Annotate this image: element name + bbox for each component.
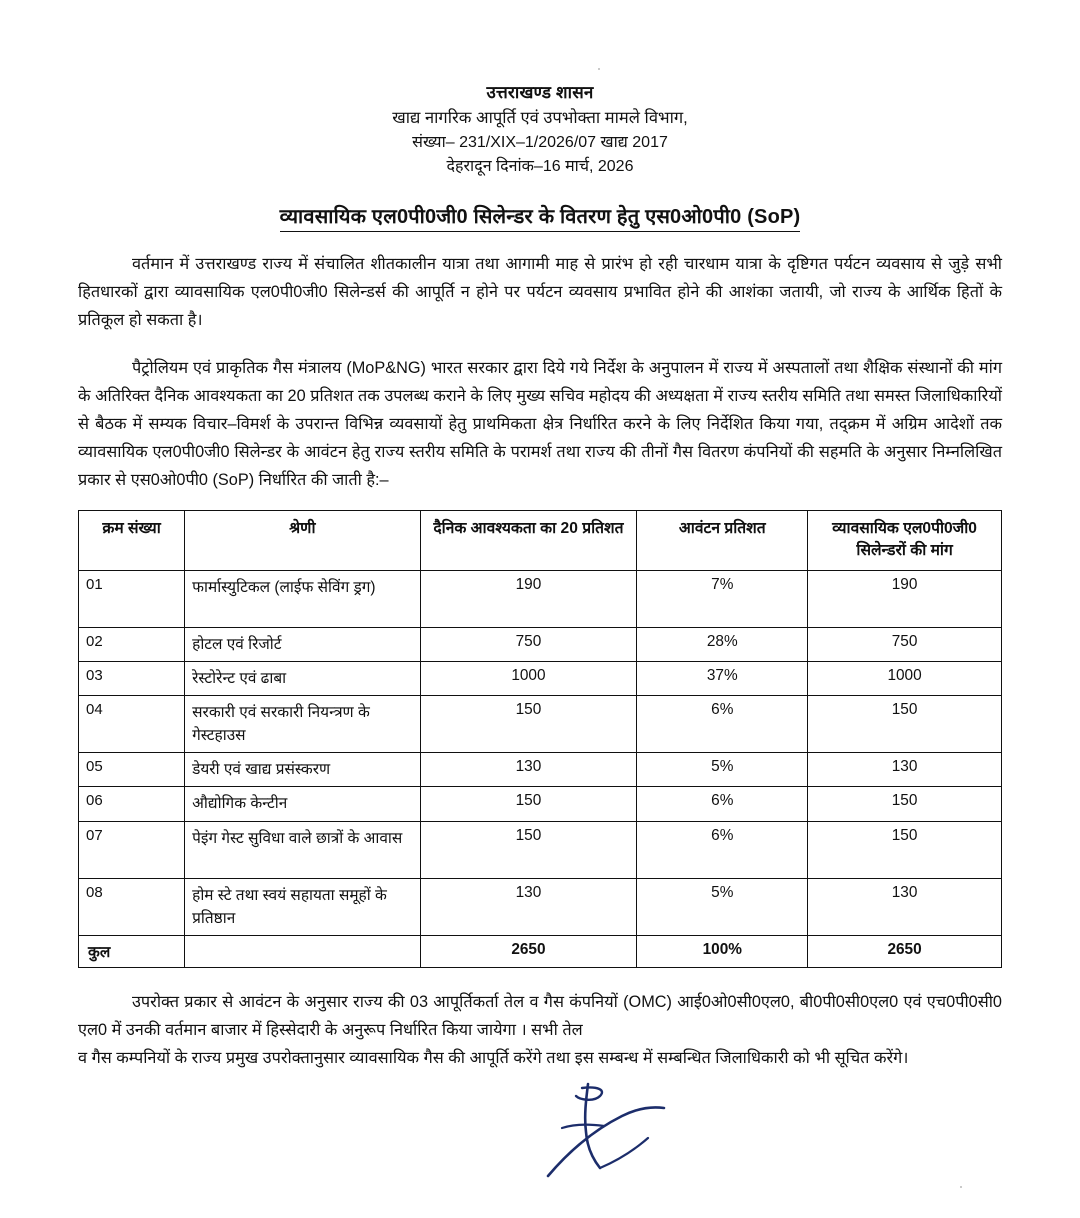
table-row [79,661,1002,695]
cell-demand: 190 [808,570,1002,627]
header-reference-number: संख्या– 231/XIX–1/2026/07 खाद्य 2017 [412,133,668,151]
cell-serial: 08 [79,878,185,935]
cell-demand: 1000 [808,661,1002,695]
cell-daily: 130 [420,753,637,787]
cell-daily: 150 [420,696,637,753]
cell-serial: 03 [79,661,185,695]
cell-category: पेइंग गेस्ट सुविधा वाले छात्रों के आवास [185,821,420,878]
cell-category: रेस्टोरेन्ट एवं ढाबा [185,661,420,695]
signature-stroke [540,1080,710,1190]
header-government-name: उत्तराखण्ड शासन [486,83,594,102]
cell-serial: 06 [79,787,185,821]
column-header-serial: क्रम संख्या [79,510,185,570]
cell-daily: 190 [420,570,637,627]
cell-category: फार्मास्युटिकल (लाईफ सेविंग ड्रग) [185,570,420,627]
table-total-row [79,935,1002,967]
cell-percent: 6% [637,696,808,753]
cell-total-percent: 100% [637,935,808,967]
cell-demand: 750 [808,627,1002,661]
cell-total-label: कुल [79,935,185,967]
cell-demand: 130 [808,878,1002,935]
cell-serial: 01 [79,570,185,627]
cell-percent: 7% [637,570,808,627]
cell-serial: 04 [79,696,185,753]
cell-serial: 05 [79,753,185,787]
column-header-cylinder-demand: व्यावसायिक एल0पी0जी0 सिलेन्डरों की मांग [808,510,1002,570]
paragraph-3: उपरोक्त प्रकार से आवंटन के अनुसार राज्य की 03 आपूर्तिकर्ता तेल व गैस कंपनियों (OMC) आई0ओ0सी0एल0, बी0पी0सी0एल0 एवं एच0पी0सी0 एल0 में उनकी वर्तमान बाजार में हिस्सेदारी के अनुरूप निर्धारित किया जायेगा । सभी तेल [78,992,1002,1039]
cell-percent: 6% [637,787,808,821]
cell-serial: 02 [79,627,185,661]
allocation-table [78,510,1002,968]
cell-category: डेयरी एवं खाद्य प्रसंस्करण [185,753,420,787]
cell-category: सरकारी एवं सरकारी नियन्त्रण के गेस्टहाउस [185,696,420,753]
title-container [78,202,1002,232]
column-header-allocation-percent: आवंटन प्रतिशत [637,510,808,570]
cell-demand: 130 [808,753,1002,787]
cell-daily: 130 [420,878,637,935]
signature [540,1080,710,1190]
paragraph-4: व गैस कम्पनियों के राज्य प्रमुख उपरोक्तानुसार व्यावसायिक गैस की आपूर्ति करेंगे तथा इस सम्बन्ध में सम्बन्धित जिलाधिकारी को भी सूचित करेंगे। [78,1048,909,1067]
table-row [79,570,1002,627]
cell-total-category [185,935,420,967]
paragraph-1: वर्तमान में उत्तराखण्ड राज्य में संचालित शीतकालीन यात्रा तथा आगामी माह से प्रारंभ हो रही चारधाम यात्रा के दृष्टिगत पर्यटन व्यवसाय से जुड़े सभी हितधारकों द्वारा व्यावसायिक एल0पी0जी0 सिलेन्डर्स की आपूर्ति न होने पर पर्यटन व्यवसाय प्रभावित होने की आशंका जतायी, जो राज्य के आर्थिक हितों के प्रतिकूल हो सकता है। [78,254,1002,329]
cell-percent: 28% [637,627,808,661]
table-row [79,696,1002,753]
cell-category: होटल एवं रिजोर्ट [185,627,420,661]
cell-total-demand: 2650 [808,935,1002,967]
cell-serial: 07 [79,821,185,878]
header-place-date: देहरादून दिनांक–16 मार्च, 2026 [446,158,634,176]
cell-total-daily: 2650 [420,935,637,967]
table-row [79,753,1002,787]
cell-category: औद्योगिक केन्टीन [185,787,420,821]
cell-percent: 5% [637,878,808,935]
cell-daily: 1000 [420,661,637,695]
cell-demand: 150 [808,696,1002,753]
cell-percent: 37% [637,661,808,695]
column-header-category: श्रेणी [185,510,420,570]
paragraph-2: पैट्रोलियम एवं प्राकृतिक गैस मंत्रालय (MoP&NG) भारत सरकार द्वारा दिये गये निर्देश के अनुपालन में राज्य में अस्पतालों तथा शैक्षिक संस्थानों की मांग के अतिरिक्त दैनिक आवश्यकता का 20 प्रतिशत तक उपलब्ध कराने के लिए मुख्य सचिव महोदय की अध्यक्षता में राज्य स्तरीय समिति तथा समस्त जिलाधिकारियों से बैठक में सम्यक विचार–विमर्श के उपरान्त विभिन्न व्यवसायों हेतु प्राथमिकता क्षेत्र निर्धारित करने के लिए निर्देशित किया गया, तद्क्रम में अग्रिम आदेशों तक व्यावसायिक एल0पी0जी0 सिलेन्डर के आवंटन हेतु राज्य स्तरीय समिति के परामर्श तथा राज्य की तीनों गैस वितरण कंपनियों की सहमति के अनुसार निम्नलिखित प्रकार से एस0ओ0पी0 (SoP) निर्धारित की जाती है:– [78,358,1002,489]
cell-percent: 6% [637,821,808,878]
table-row [79,787,1002,821]
cell-category: होम स्टे तथा स्वयं सहायता समूहों के प्रतिष्ठान [185,878,420,935]
table-row [79,627,1002,661]
column-header-daily-requirement: दैनिक आवश्यकता का 20 प्रतिशत [420,510,637,570]
cell-daily: 750 [420,627,637,661]
header-department-name: खाद्य नागरिक आपूर्ति एवं उपभोक्ता मामले विभाग, [392,108,688,127]
cell-daily: 150 [420,821,637,878]
cell-daily: 150 [420,787,637,821]
table-row [79,878,1002,935]
cell-demand: 150 [808,821,1002,878]
table-row [79,821,1002,878]
cell-percent: 5% [637,753,808,787]
cell-demand: 150 [808,787,1002,821]
page-title: व्यावसायिक एल0पी0जी0 सिलेन्डर के वितरण हेतु एस0ओ0पी0 (SoP) [280,202,801,232]
document-header [78,80,1002,180]
table-header-row [79,510,1002,570]
